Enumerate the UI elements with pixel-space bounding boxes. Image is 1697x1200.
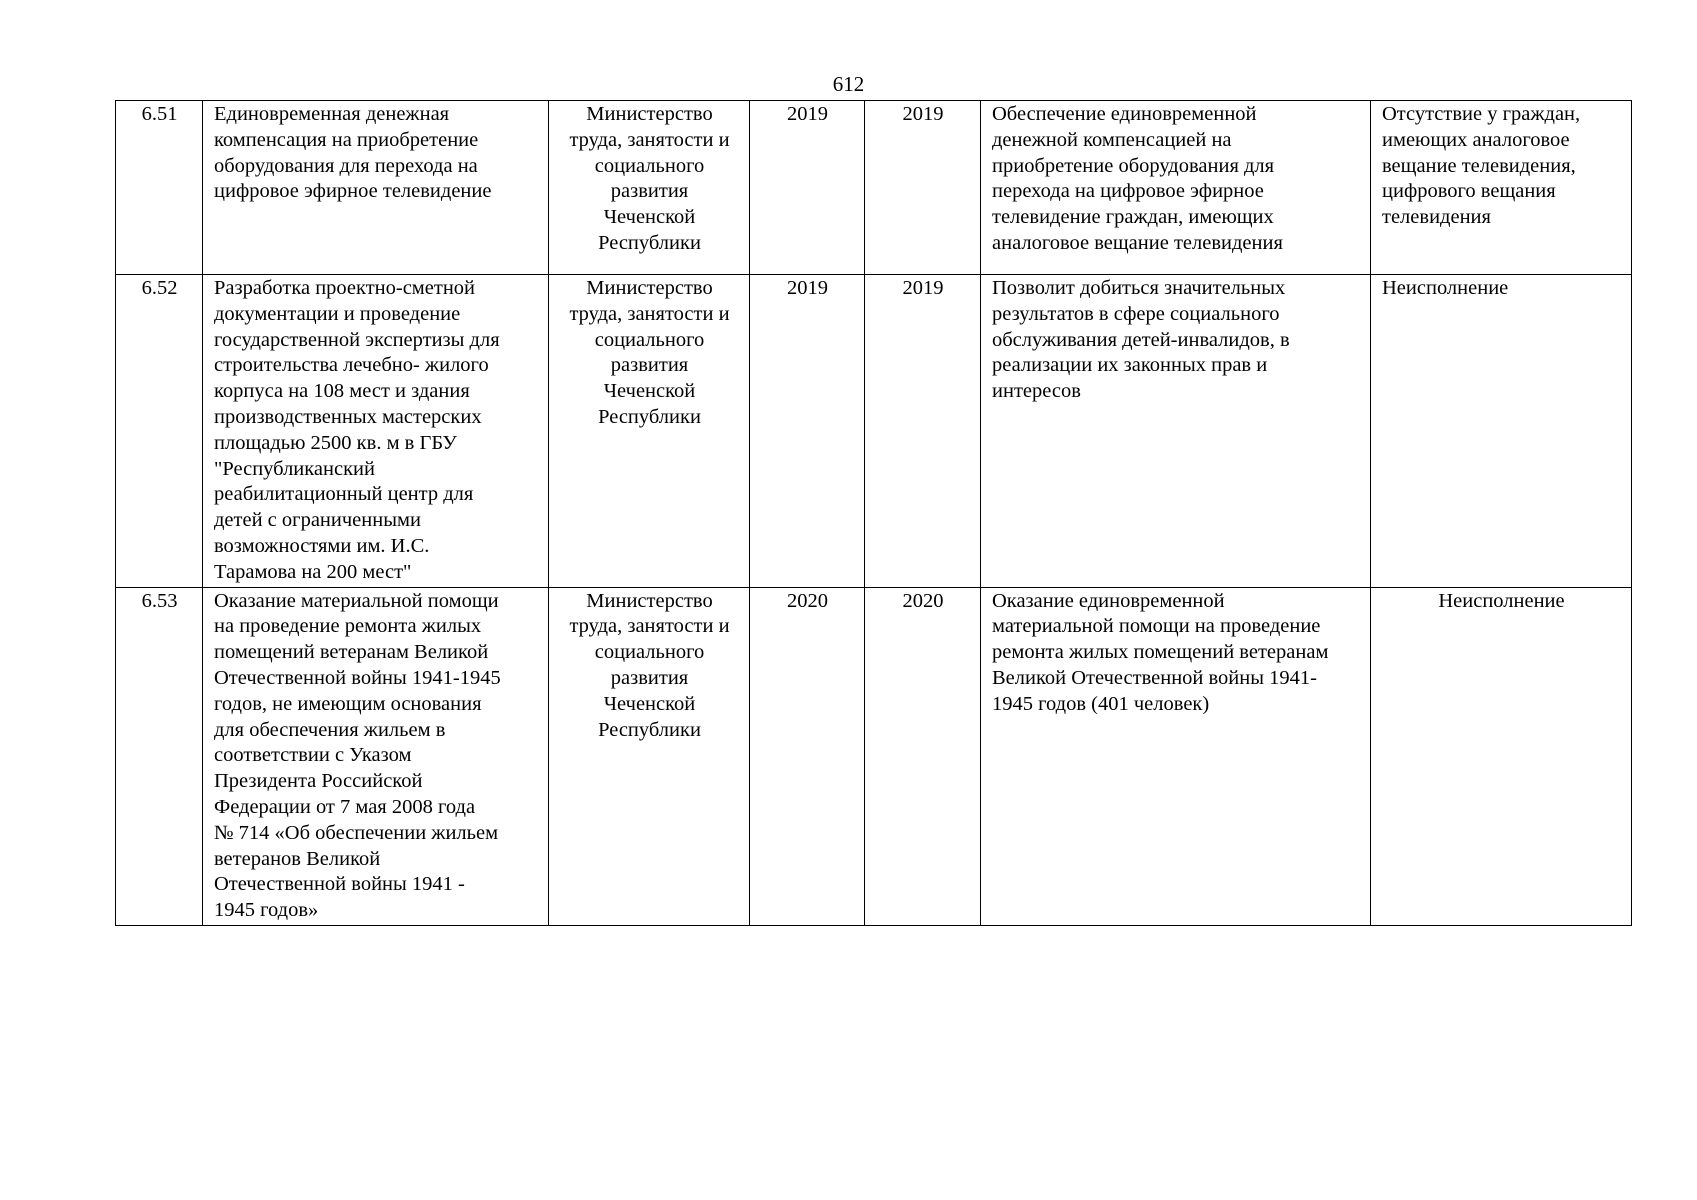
row-number: 6.52 <box>116 275 203 588</box>
table-row <box>116 275 1632 588</box>
start-year: 2019 <box>750 275 865 588</box>
start-year: 2019 <box>750 101 865 275</box>
executor: Министерство труда, занятости и социального развития Чеченской Республики <box>549 275 750 588</box>
measure-name: Оказание материальной помощи на проведение ремонта жилых помещений ветеранам Великой Отечественной войны 1941-1945 годов, не имеющим основания для обеспечения жильем в соответствии с Указом Президента Российской Федерации от 7 мая 2008 года № 714 «Об обеспечении жильем ветеранов Великой Отечественной войны 1941 - 1945 годов» <box>203 587 549 925</box>
executor: Министерство труда, занятости и социального развития Чеченской Республики <box>549 587 750 925</box>
executor: Министерство труда, занятости и социального развития Чеченской Республики <box>549 101 750 275</box>
row-number: 6.51 <box>116 101 203 275</box>
expected-result: Обеспечение единовременной денежной компенсацией на приобретение оборудования для перехода на цифровое эфирное телевидение граждан, имеющих аналоговое вещание телевидения <box>981 101 1371 275</box>
measure-name: Разработка проектно-сметной документации и проведение государственной экспертизы для строительства лечебно- жилого корпуса на 108 мест и здания производственных мастерских площадью 2500 кв. м в ГБУ "Республиканский реабилитационный центр для детей с ограниченными возможностями им. И.С. Тарамова на 200 мест" <box>203 275 549 588</box>
non-fulfillment-consequence: Неисполнение <box>1371 587 1632 925</box>
non-fulfillment-consequence: Отсутствие у граждан, имеющих аналоговое вещание телевидения, цифрового вещания телевидения <box>1371 101 1632 275</box>
end-year: 2019 <box>865 275 981 588</box>
expected-result: Позволит добиться значительных результатов в сфере социального обслуживания детей-инвалидов, в реализации их законных прав и интересов <box>981 275 1371 588</box>
measures-table <box>115 100 1632 926</box>
table-row <box>116 587 1632 925</box>
non-fulfillment-consequence: Неисполнение <box>1371 275 1632 588</box>
page-number: 612 <box>832 72 865 96</box>
end-year: 2019 <box>865 101 981 275</box>
measure-name: Единовременная денежная компенсация на приобретение оборудования для перехода на цифровое эфирное телевидение <box>203 101 549 275</box>
end-year: 2020 <box>865 587 981 925</box>
expected-result: Оказание единовременной материальной помощи на проведение ремонта жилых помещений ветеранам Великой Отечественной войны 1941- 1945 годов (401 человек) <box>981 587 1371 925</box>
start-year: 2020 <box>750 587 865 925</box>
table-row <box>116 101 1632 275</box>
row-number: 6.53 <box>116 587 203 925</box>
